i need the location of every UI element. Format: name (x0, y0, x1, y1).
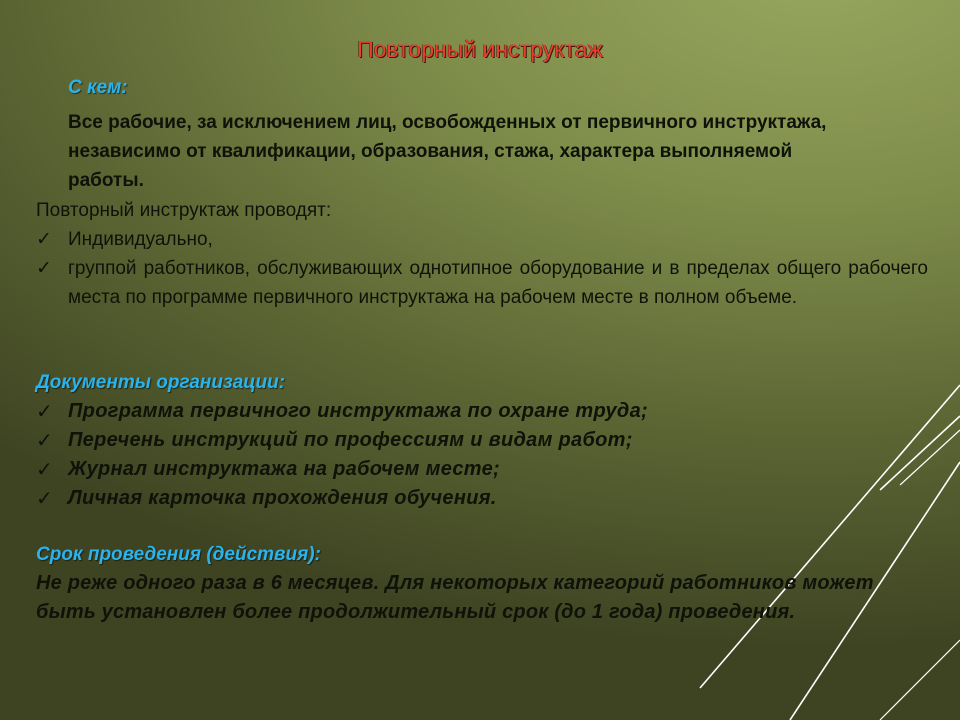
list-item-text: Перечень инструкций по профессиям и видам работ; (68, 429, 633, 451)
checkmark-icon: ✓ (36, 457, 54, 481)
list-item (36, 455, 896, 484)
who-label: С кем: (68, 77, 128, 98)
checkmark-icon: ✓ (36, 228, 52, 250)
list-item-text: Индивидуально, (68, 229, 213, 250)
term-section (36, 540, 896, 627)
list-item (36, 397, 896, 426)
list-item (36, 426, 896, 455)
term-text: Не реже одного раза в 6 месяцев. Для некоторых категорий работников может быть установлен более продолжительный срок (до 1 года) проведения. (36, 572, 874, 623)
term-label: Срок проведения (действия): (36, 544, 321, 565)
documents-list (36, 397, 896, 513)
list-item-text: Журнал инструктажа на рабочем месте; (68, 458, 501, 480)
conduct-section (36, 196, 928, 312)
checkmark-icon: ✓ (36, 257, 52, 279)
who-text: Все рабочие, за исключением лиц, освобожденных от первичного инструктажа, независимо от квалификации, образования, стажа, характера выполняемой работы. (68, 112, 827, 191)
slide-title: Повторный инструктаж (357, 36, 603, 62)
list-item-text: Программа первичного инструктажа по охране труда; (68, 400, 648, 422)
list-item (36, 254, 928, 312)
decor-line-5 (880, 640, 960, 720)
list-item-text: группой работников, обслуживающих однотипное оборудование и в пределах общего рабочего места по программе первичного инструктажа на рабочем месте в полном объеме. (68, 258, 928, 308)
documents-label: Документы организации: (36, 372, 286, 393)
checkmark-icon: ✓ (36, 428, 54, 452)
list-item (36, 484, 896, 513)
documents-section (36, 368, 896, 513)
checkmark-icon: ✓ (36, 399, 54, 423)
list-item-text: Личная карточка прохождения обучения. (68, 487, 497, 509)
checkmark-icon: ✓ (36, 486, 54, 510)
list-item (36, 225, 928, 254)
conduct-list (36, 225, 928, 312)
conduct-intro: Повторный инструктаж проводят: (36, 200, 332, 221)
